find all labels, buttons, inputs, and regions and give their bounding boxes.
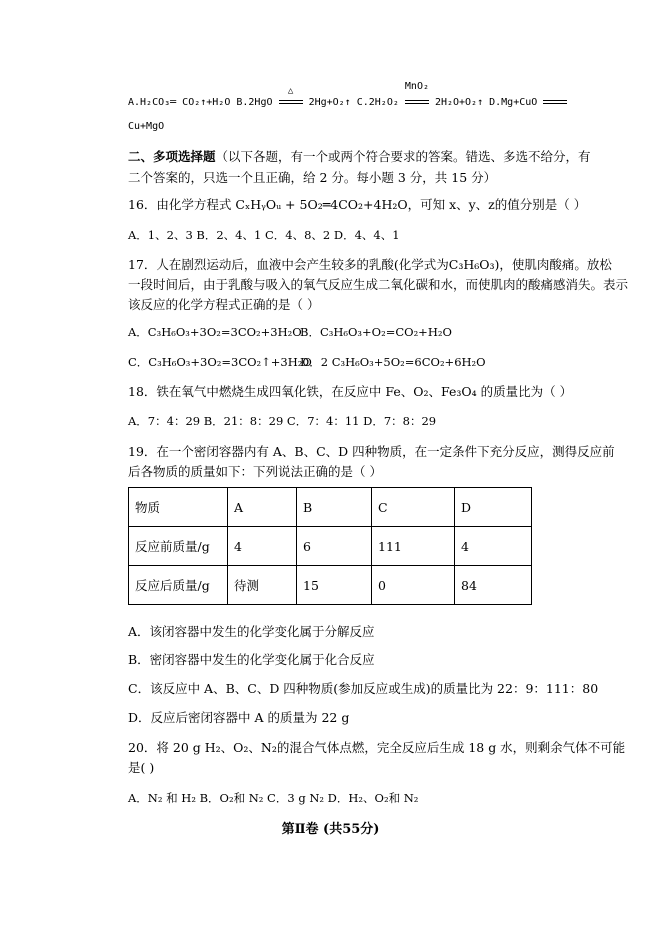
q17-option-b: B．C₃H₆O₃+O₂=CO₂+H₂O — [300, 325, 452, 339]
mass-table — [128, 487, 532, 605]
q18-options: A．7：4：29 B．21：8：29 C．7：4：11 D．7：8：29 — [128, 414, 437, 428]
q20-stem-2: 是( ) — [128, 760, 155, 775]
reaction-equals — [405, 100, 429, 104]
table-cell: 4 — [455, 527, 532, 566]
table-cell: 0 — [372, 566, 455, 605]
reaction-equals — [543, 100, 567, 104]
table-header-row — [129, 488, 532, 527]
q17-stem-3: 该反应的化学方程式正确的是（ ） — [128, 297, 320, 312]
q17-option-d: D．2 C₃H₆O₃+5O₂=6CO₂+6H₂O — [300, 355, 486, 369]
q18-stem: 18．铁在氧气中燃烧生成四氧化铁，在反应中 Fe、O₂、Fe₃O₄ 的质量比为（ ） — [128, 384, 573, 399]
q17-option-a: A．C₃H₆O₃+3O₂=3CO₂+3H₂O — [128, 325, 302, 339]
table-cell: 4 — [228, 527, 297, 566]
q19-option-b: B．密闭容器中发生的化学变化属于化合反应 — [128, 652, 375, 667]
catalyst-label: MnO₂ — [404, 81, 429, 92]
q15-part-a: A.H₂CO₃═ CO₂↑+H₂O B.2HgO — [128, 97, 273, 108]
q19-stem-2: 后各物质的质量如下：下列说法正确的是（ ） — [128, 464, 382, 479]
table-cell: 反应前质量/g — [129, 527, 228, 566]
part-2-title: 第Ⅱ卷 (共55分) — [281, 822, 380, 837]
q19-stem-1: 19．在一个密闭容器内有 A、B、C、D 四种物质，在一定条件下充分反应，测得反应前 — [128, 444, 615, 459]
q16-options: A．1、2、3 B．2、4、1 C．4、8、2 D．4、4、1 — [128, 228, 400, 242]
section-title: 二、多项选择题 — [128, 149, 216, 164]
heat-condition — [279, 86, 303, 112]
table-cell: 111 — [372, 527, 455, 566]
table-header-cell: A — [228, 488, 297, 527]
q16-stem: 16．由化学方程式 CₓHᵧOᵤ + 5O₂═4CO₂+4H₂O，可知 x、y、z的值分别是（ ） — [128, 197, 587, 212]
reaction-equals — [279, 100, 303, 104]
table-header-cell: D — [455, 488, 532, 527]
section-rule-2: 二个答案的，只选一个且正确，给 2 分。每小题 3 分，共 15 分） — [128, 170, 497, 185]
table-header-cell: 物质 — [129, 488, 228, 527]
q17-stem-1: 17．人在剧烈运动后，血液中会产生较多的乳酸(化学式为C₃H₆O₃)，使肌肉酸痛。放松 — [128, 257, 612, 272]
section-rule-1: （以下各题，有一个或两个符合要求的答案。错选、多选不给分，有 — [215, 149, 591, 164]
table-header-cell: C — [372, 488, 455, 527]
q15-options-line1 — [128, 81, 567, 112]
q17-stem-2: 一段时间后，由于乳酸与吸入的氧气反应生成二氧化碳和水，而使肌肉的酸痛感消失。表示 — [128, 277, 629, 292]
q15-options-line2: Cu+MgO — [128, 121, 165, 132]
q19-option-a: A．该闭容器中发生的化学变化属于分解反应 — [128, 624, 375, 639]
section-2-heading — [128, 148, 591, 166]
table-header-cell: B — [297, 488, 372, 527]
q19-option-d: D．反应后密闭容器中 A 的质量为 22 g — [128, 710, 350, 725]
q19-option-c: C．该反应中 A、B、C、D 四种物质(参加反应或生成)的质量比为 22：9：111：80 — [128, 681, 599, 696]
q15-part-b: 2Hg+O₂↑ C.2H₂O₂ — [308, 97, 399, 108]
q20-options: A．N₂ 和 H₂ B．O₂和 N₂ C．3 g N₂ D．H₂、O₂和 N₂ — [128, 791, 419, 805]
table-cell: 15 — [297, 566, 372, 605]
q20-stem-1: 20．将 20 g H₂、O₂、N₂的混合气体点燃，完全反应后生成 18 g 水，则剩余气体不可能 — [128, 740, 626, 755]
catalyst-condition — [404, 81, 429, 112]
heat-symbol: △ — [287, 86, 294, 96]
table-cell: 反应后质量/g — [129, 566, 228, 605]
table-cell: 待测 — [228, 566, 297, 605]
table-cell: 6 — [297, 527, 372, 566]
table-cell: 84 — [455, 566, 532, 605]
table-row — [129, 566, 532, 605]
reaction-condition — [543, 94, 567, 112]
table-row — [129, 527, 532, 566]
q15-part-c: 2H₂O+O₂↑ D.Mg+CuO — [434, 97, 538, 108]
q17-option-c: C．C₃H₆O₃+3O₂=3CO₂↑+3H₂O — [128, 355, 312, 369]
